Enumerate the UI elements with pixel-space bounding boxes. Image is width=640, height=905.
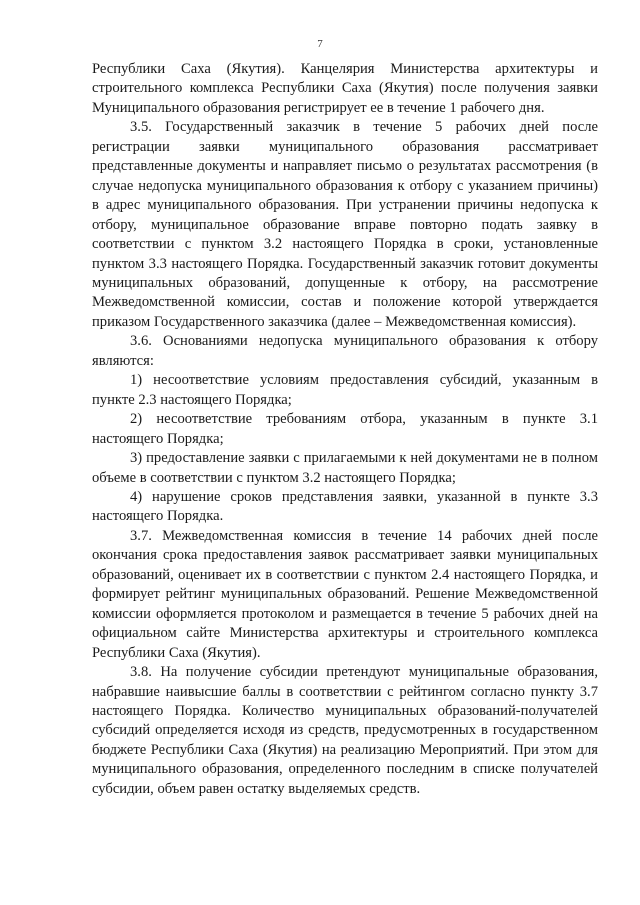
page-number: 7 xyxy=(317,38,323,50)
paragraph-continuation: Республики Саха (Якутия). Канцелярия Министерства архитектуры и строительного комплекса Республики Саха (Якутия) после получения заявки Муниципального образования регистрирует ее в течение 1 рабочего дня. xyxy=(92,61,598,116)
list-item-2: 2) несоответствие требованиям отбора, указанным в пункте 3.1 настоящего Порядка; xyxy=(92,411,598,447)
paragraph-3-6: 3.6. Основаниями недопуска муниципального образования к отбору являются: xyxy=(92,333,598,369)
document-body xyxy=(92,60,598,799)
list-item-1: 1) несоответствие условиям предоставления субсидий, указанным в пункте 2.3 настоящего Порядка; xyxy=(92,372,598,408)
list-item-3: 3) предоставление заявки с прилагаемыми к ней документами не в полном объеме в соответствии с пунктом 3.2 настоящего Порядка; xyxy=(92,450,598,486)
paragraph-3-5: 3.5. Государственный заказчик в течение 5 рабочих дней после регистрации заявки муниципального образования рассматривает представленные документы и направляет письмо о результатах рассмотрения (в случае недопуска муниципального образования к отбору с указанием причины) в адрес муниципального образования. При устранении причины недопуска к отбору, муниципальное образование вправе повторно подать заявку в соответствии с пунктом 3.2 настоящего Порядка в сроки, установленные пунктом 3.3 настоящего Порядка. Государственный заказчик готовит документы муниципальных образований, допущенные к отбору, на рассмотрение Межведомственной комиссии, состав и положение которой утверждается приказом Государственного заказчика (далее – Межведомственная комиссия). xyxy=(92,119,598,330)
paragraph-3-7: 3.7. Межведомственная комиссия в течение 14 рабочих дней после окончания срока предоставления заявок рассматривает заявки муниципальных образований, оценивает их в соответствии с пунктом 2.4 настоящего Порядка, и формирует рейтинг муниципальных образований. Решение Межведомственной комиссии оформляется протоколом и размещается в течение 5 рабочих дней на официальном сайте Министерства архитектуры и строительного комплекса Республики Саха (Якутия). xyxy=(92,527,598,661)
list-item-4: 4) нарушение сроков представления заявки, указанной в пункте 3.3 настоящего Порядка. xyxy=(92,488,598,525)
paragraph-3-8: 3.8. На получение субсидии претендуют муниципальные образования, набравшие наивысшие баллы в соответствии с рейтингом согласно пункту 3.7 настоящего Порядка. Количество муниципальных образований-получателей субсидий определяется исходя из средств, предусмотренных в государственном бюджете Республики Саха (Якутия) на реализацию Мероприятий. При этом для муниципального образования, определенного последним в списке получателей субсидии, объем равен остатку выделяемых средств. xyxy=(92,664,598,797)
